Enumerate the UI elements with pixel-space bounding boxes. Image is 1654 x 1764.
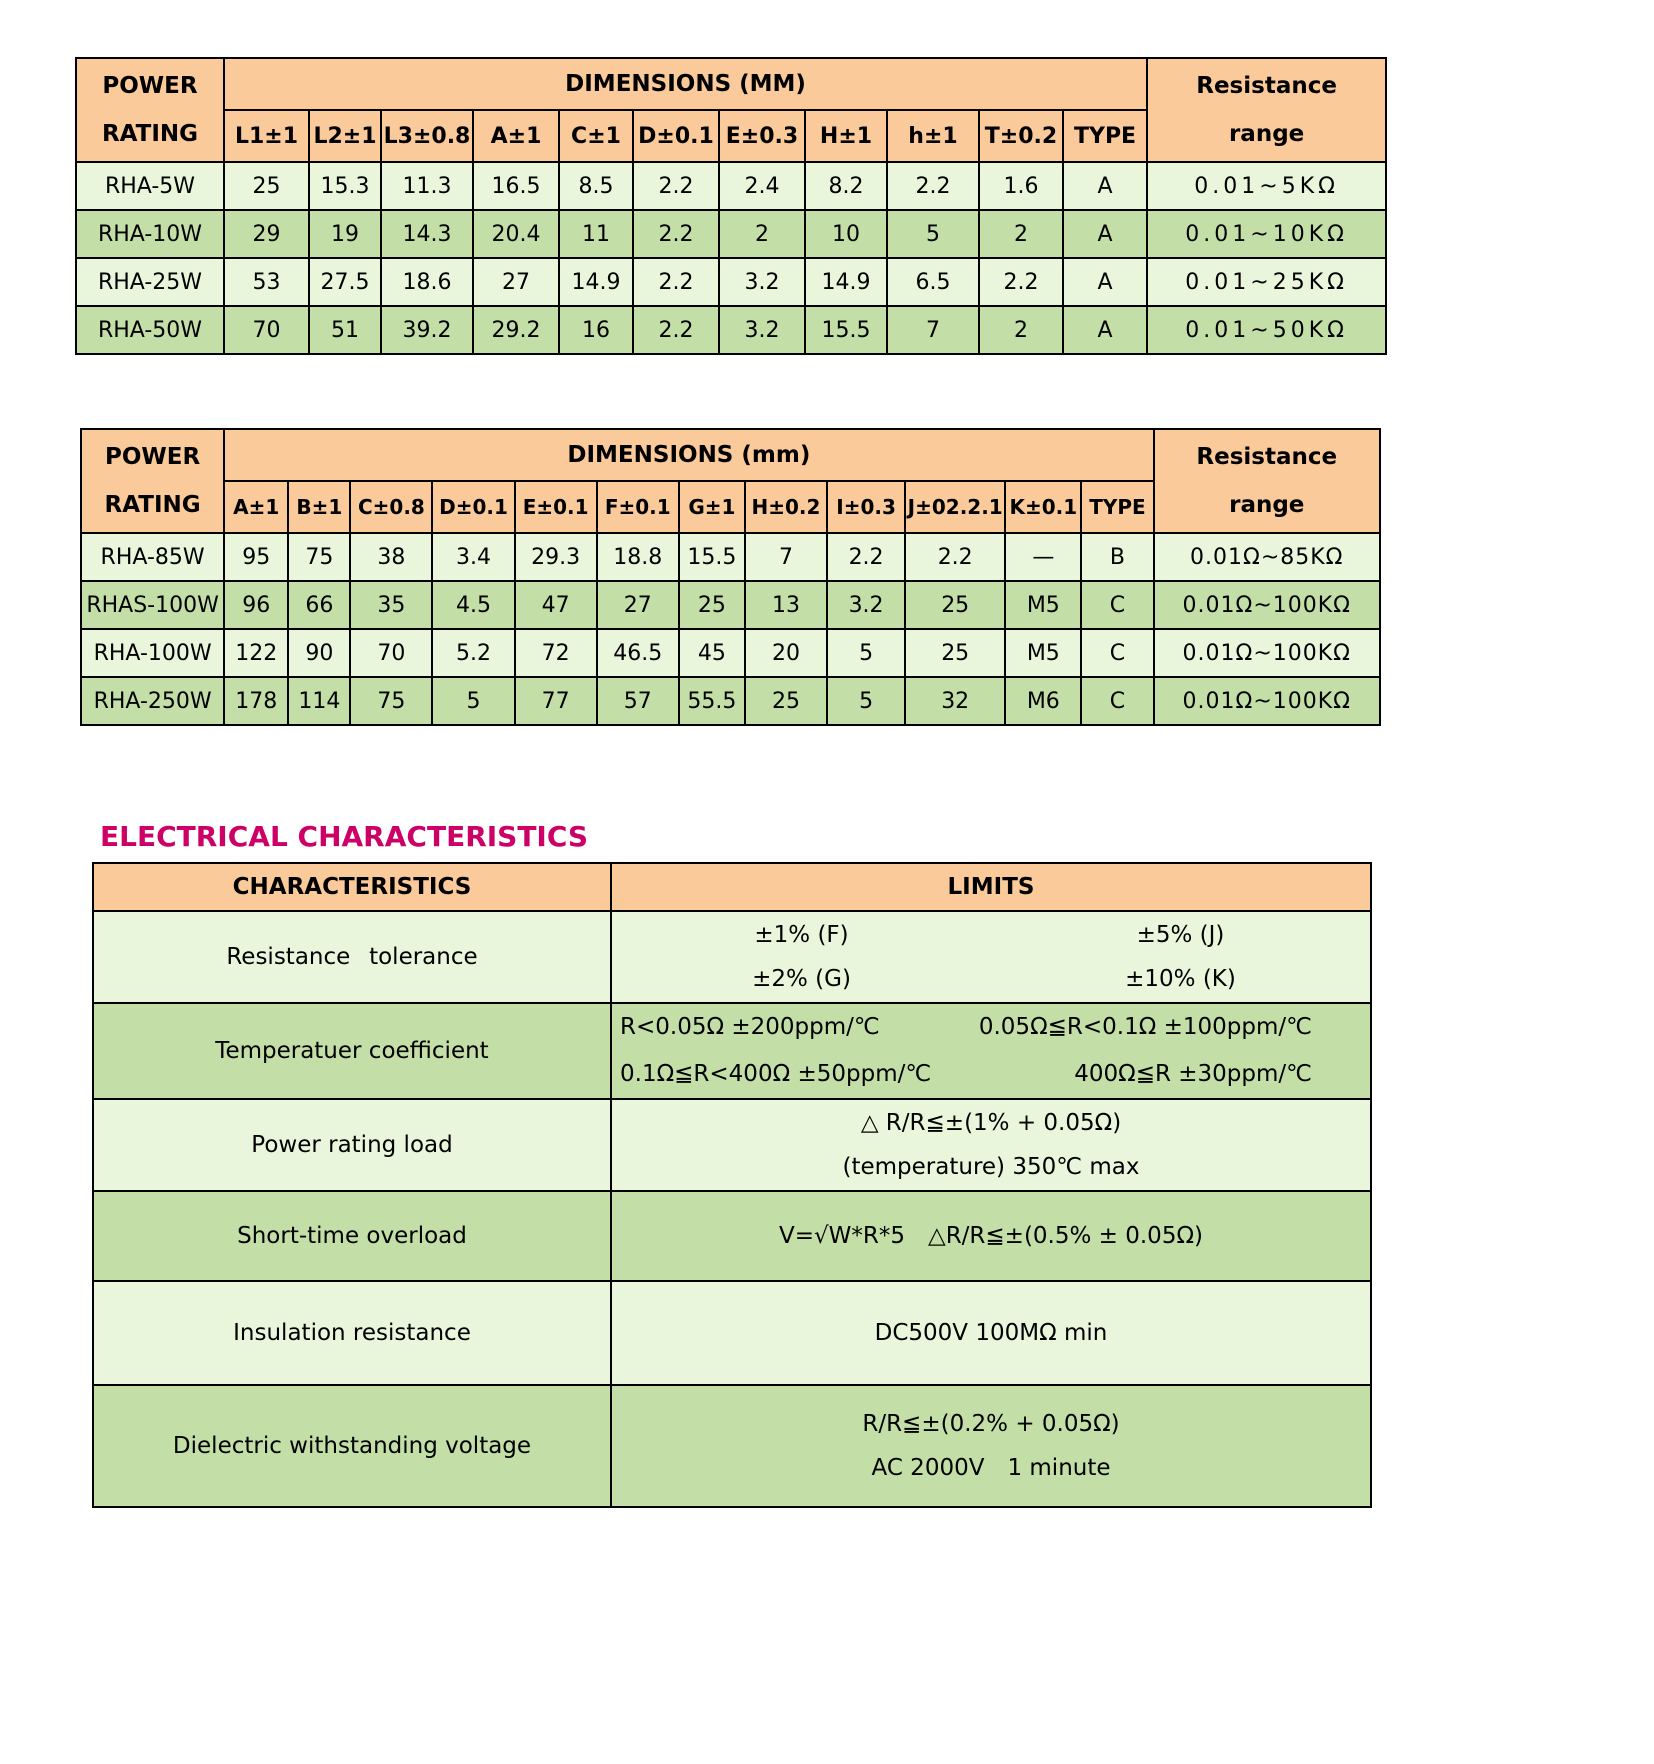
limits-cell [611,911,1371,1003]
resistance-range-cell: 0.01~10KΩ [1147,210,1386,258]
col-header: L2±1 [309,110,381,162]
col-header: B±1 [288,481,350,533]
header-row-top [81,429,1380,481]
dimensions-header: DIMENSIONS (mm) [224,429,1153,481]
dim-value-cell: 2 [719,210,805,258]
table-row-resistance-tolerance [93,911,1371,1003]
dim-value-cell: 14.9 [805,258,887,306]
dim-value-cell: 15.5 [805,306,887,354]
power-rating-line1: POWER [105,444,201,470]
dim-value-cell: 25 [745,677,827,725]
resistance-header-line2: range [1229,492,1305,518]
table-row [81,629,1380,677]
col-header: TYPE [1081,481,1153,533]
dim-value-cell: 15.5 [679,533,745,581]
limit-value: ±1% (F) [754,922,849,948]
dim-value-cell: 3.2 [719,258,805,306]
limits-cell [611,1385,1371,1507]
dim-value-cell: 2.2 [887,162,979,210]
dim-value-cell: 90 [288,629,350,677]
col-header: E±0.1 [515,481,597,533]
table-row-insulation-resistance [93,1281,1371,1385]
type-cell: A [1063,210,1147,258]
col-header: A±1 [473,110,559,162]
dim-value-cell: 66 [288,581,350,629]
dim-value-cell: 29.3 [515,533,597,581]
dim-value-cell: 20 [745,629,827,677]
header-row [93,863,1371,911]
dim-value-cell: 8.2 [805,162,887,210]
resistance-header-line1: Resistance [1196,444,1338,470]
limit-value: 0.05Ω≦R<0.1Ω ±100ppm/℃ [978,1014,1312,1040]
dim-value-cell: 178 [224,677,288,725]
dim-value-cell: 95 [224,533,288,581]
dim-value-cell: 3.2 [827,581,905,629]
limit-value: R/R≦±(0.2% + 0.05Ω) [862,1411,1120,1437]
limit-value: V=√W*R*5 △R/R≦±(0.5% ± 0.05Ω) [778,1223,1204,1249]
power-rating-cell: RHA-50W [76,306,224,354]
dim-value-cell: 2.2 [633,162,719,210]
dim-value-cell: 2 [979,306,1063,354]
limit-value: R<0.05Ω ±200ppm/℃ [620,1014,880,1040]
type-cell: A [1063,162,1147,210]
dim-value-cell: 16 [559,306,633,354]
dim-value-cell: 2.2 [633,258,719,306]
dim-value-cell: 2.2 [905,533,1005,581]
dim-value-cell: 35 [350,581,432,629]
power-rating-line2: RATING [101,121,199,147]
power-rating-header [81,429,224,533]
power-rating-cell: RHA-100W [81,629,224,677]
table-row [81,677,1380,725]
col-header: C±1 [559,110,633,162]
dim-value-cell: 6.5 [887,258,979,306]
table-row [76,210,1386,258]
header-row-top [76,58,1386,110]
characteristic-cell: Temperatuer coefficient [93,1003,611,1099]
dim-value-cell: 25 [905,581,1005,629]
limit-value: △ R/R≦±(1% + 0.05Ω) [860,1110,1122,1136]
type-cell: C [1081,581,1153,629]
type-cell: C [1081,629,1153,677]
dim-value-cell: 75 [350,677,432,725]
dim-value-cell: 14.3 [381,210,473,258]
dim-value-cell: 10 [805,210,887,258]
dim-value-cell: 19 [309,210,381,258]
col-header: J±02.2.1 [905,481,1005,533]
dim-value-cell: 53 [224,258,309,306]
col-header: L1±1 [224,110,309,162]
dim-value-cell: 29 [224,210,309,258]
table-row-power-rating-load [93,1099,1371,1191]
dim-value-cell: M5 [1005,629,1081,677]
resistance-range-cell: 0.01Ω~100KΩ [1154,581,1380,629]
col-header: L3±0.8 [381,110,473,162]
dim-value-cell: 7 [887,306,979,354]
dim-value-cell: 77 [515,677,597,725]
dim-value-cell: 25 [224,162,309,210]
col-header: H±0.2 [745,481,827,533]
dim-value-cell: 11 [559,210,633,258]
type-cell: C [1081,677,1153,725]
limit-value: ±10% (K) [1125,966,1236,992]
power-rating-cell: RHA-25W [76,258,224,306]
dim-value-cell: 38 [350,533,432,581]
dim-value-cell: 4.5 [432,581,514,629]
power-rating-header [76,58,224,162]
dim-value-cell: 8.5 [559,162,633,210]
dim-value-cell: 2.2 [633,210,719,258]
dim-value-cell: 32 [905,677,1005,725]
table-row-short-time-overload [93,1191,1371,1281]
dim-value-cell: 2 [979,210,1063,258]
col-header: E±0.3 [719,110,805,162]
resistance-range-cell: 0.01Ω~85KΩ [1154,533,1380,581]
resistance-range-header [1154,429,1380,533]
dim-value-cell: 18.6 [381,258,473,306]
col-header: h±1 [887,110,979,162]
limit-value: 400Ω≦R ±30ppm/℃ [1074,1061,1312,1087]
dim-value-cell: 5 [887,210,979,258]
dim-value-cell: 2.2 [979,258,1063,306]
dim-value-cell: 27.5 [309,258,381,306]
dim-value-cell: 70 [224,306,309,354]
resistance-range-cell: 0.01~50KΩ [1147,306,1386,354]
table-row [81,581,1380,629]
col-header: K±0.1 [1005,481,1081,533]
dim-value-cell: 25 [679,581,745,629]
electrical-characteristics-table [92,862,1372,1508]
table-row [76,162,1386,210]
limit-value: 0.1Ω≦R<400Ω ±50ppm/℃ [620,1061,932,1087]
power-rating-cell: RHA-250W [81,677,224,725]
limits-cell [611,1281,1371,1385]
dim-value-cell: — [1005,533,1081,581]
characteristic-cell: Insulation resistance [93,1281,611,1385]
limit-value: AC 2000V 1 minute [871,1455,1111,1481]
dim-value-cell: M5 [1005,581,1081,629]
col-header: F±0.1 [597,481,679,533]
dim-value-cell: 20.4 [473,210,559,258]
power-rating-cell: RHAS-100W [81,581,224,629]
resistance-range-cell: 0.01~25KΩ [1147,258,1386,306]
dim-value-cell: 3.2 [719,306,805,354]
resistance-header-line1: Resistance [1196,73,1337,99]
dim-value-cell: 55.5 [679,677,745,725]
characteristic-cell: Power rating load [93,1099,611,1191]
characteristic-cell: Resistance tolerance [93,911,611,1003]
col-header: H±1 [805,110,887,162]
dimensions-table-mm-large [80,428,1381,726]
limit-value: DC500V 100MΩ min [874,1320,1108,1346]
dim-value-cell: 5 [432,677,514,725]
dim-value-cell: 72 [515,629,597,677]
table-row-dielectric-withstanding-voltage [93,1385,1371,1507]
characteristic-cell: Short-time overload [93,1191,611,1281]
power-rating-cell: RHA-85W [81,533,224,581]
dim-value-cell: 2.4 [719,162,805,210]
col-header: TYPE [1063,110,1147,162]
limits-cell [611,1003,1371,1099]
dimensions-header: DIMENSIONS (MM) [224,58,1147,110]
dim-value-cell: 46.5 [597,629,679,677]
characteristics-header: CHARACTERISTICS [93,863,611,911]
electrical-characteristics-heading: ELECTRICAL CHARACTERISTICS [100,820,589,853]
limits-cell [611,1191,1371,1281]
table-row [76,306,1386,354]
dim-value-cell: 96 [224,581,288,629]
limits-header: LIMITS [611,863,1371,911]
dim-value-cell: 27 [473,258,559,306]
limits-cell [611,1099,1371,1191]
limit-value: ±5% (J) [1136,922,1225,948]
dim-value-cell: 29.2 [473,306,559,354]
dim-value-cell: 122 [224,629,288,677]
power-rating-line2: RATING [104,492,201,518]
dim-value-cell: M6 [1005,677,1081,725]
type-cell: B [1081,533,1153,581]
dim-value-cell: 75 [288,533,350,581]
characteristic-cell: Dielectric withstanding voltage [93,1385,611,1507]
dim-value-cell: 16.5 [473,162,559,210]
dim-value-cell: 1.6 [979,162,1063,210]
dim-value-cell: 45 [679,629,745,677]
col-header: D±0.1 [432,481,514,533]
dim-value-cell: 11.3 [381,162,473,210]
col-header: D±0.1 [633,110,719,162]
limit-value: (temperature) 350℃ max [842,1154,1140,1180]
dim-value-cell: 51 [309,306,381,354]
dim-value-cell: 18.8 [597,533,679,581]
dim-value-cell: 5 [827,677,905,725]
resistance-range-cell: 0.01Ω~100KΩ [1154,677,1380,725]
type-cell: A [1063,306,1147,354]
dim-value-cell: 114 [288,677,350,725]
dim-value-cell: 2.2 [827,533,905,581]
table-row [76,258,1386,306]
col-header: I±0.3 [827,481,905,533]
col-header: T±0.2 [979,110,1063,162]
resistance-range-cell: 0.01~5KΩ [1147,162,1386,210]
dim-value-cell: 15.3 [309,162,381,210]
dim-value-cell: 5 [827,629,905,677]
dim-value-cell: 2.2 [633,306,719,354]
dim-value-cell: 5.2 [432,629,514,677]
limit-value: ±2% (G) [752,966,851,992]
power-rating-line1: POWER [102,73,198,99]
resistance-range-cell: 0.01Ω~100KΩ [1154,629,1380,677]
dimensions-table-mm [75,57,1387,355]
dim-value-cell: 13 [745,581,827,629]
dim-value-cell: 3.4 [432,533,514,581]
dim-value-cell: 27 [597,581,679,629]
power-rating-cell: RHA-5W [76,162,224,210]
type-cell: A [1063,258,1147,306]
table-row [81,533,1380,581]
col-header: G±1 [679,481,745,533]
dim-value-cell: 47 [515,581,597,629]
col-header: C±0.8 [350,481,432,533]
resistance-range-header [1147,58,1386,162]
dim-value-cell: 39.2 [381,306,473,354]
dim-value-cell: 14.9 [559,258,633,306]
dim-value-cell: 25 [905,629,1005,677]
dim-value-cell: 7 [745,533,827,581]
dim-value-cell: 57 [597,677,679,725]
col-header: A±1 [224,481,288,533]
table-row-temperature-coefficient [93,1003,1371,1099]
power-rating-cell: RHA-10W [76,210,224,258]
resistance-header-line2: range [1228,121,1305,147]
dim-value-cell: 70 [350,629,432,677]
